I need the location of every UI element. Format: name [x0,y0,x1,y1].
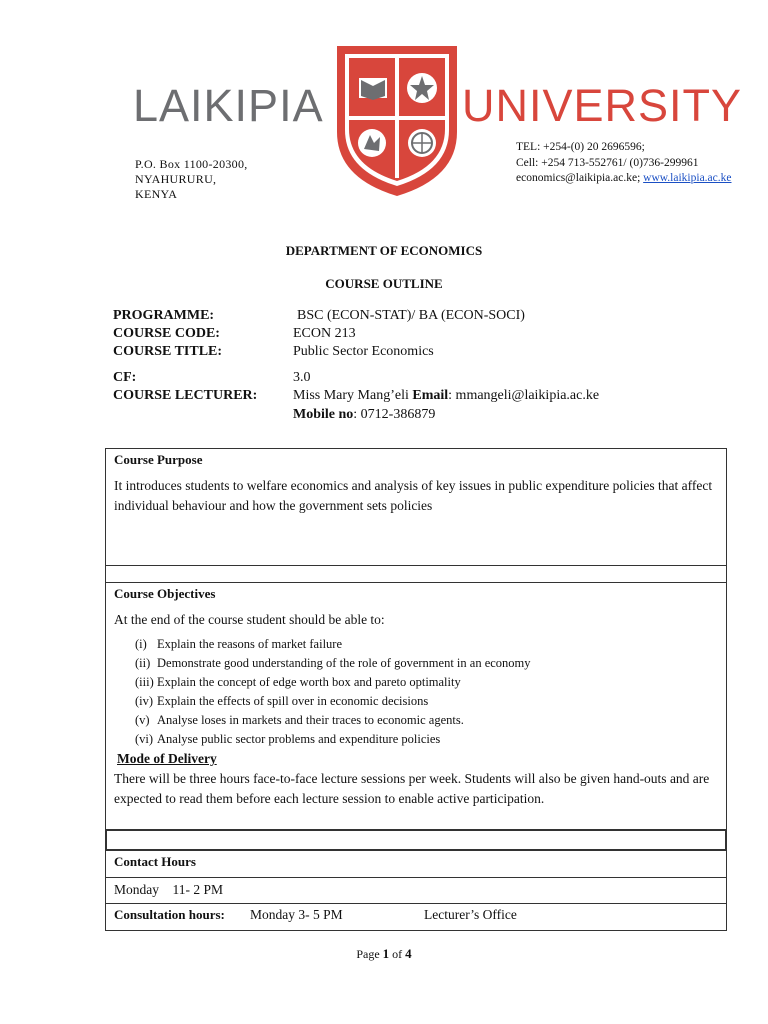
course-title-label: COURSE TITLE: [113,344,223,359]
list-item [135,635,531,654]
list-item [135,711,531,730]
university-crest-icon [333,40,461,198]
consultation-label: Consultation hours: [114,907,225,922]
contact-block [516,140,732,187]
contact-time-row [105,877,727,904]
programme-value: BSC (ECON-STAT)/ BA (ECON-SOCI) [297,308,525,323]
purpose-text: It introduces students to welfare economics and analysis of key issues in public expenditure policies that affect individual behaviour and how the government sets policies [114,478,713,513]
item-text: Explain the effects of spill over in economic decisions [157,694,429,708]
department-heading: DEPARTMENT OF ECONOMICS [285,243,483,258]
contact-hours-row [105,850,727,878]
department-email: economics@laikipia.ac.ke; [516,172,641,184]
address-line: KENYA [135,187,178,201]
mobile-line [293,407,435,423]
page-word: Page [356,947,380,961]
cellphone: Cell: +254 713-552761/ (0)736-299961 [516,156,699,169]
telephone: TEL: +254-(0) 20 2696596; [516,141,645,153]
objectives-box [105,582,727,830]
address-line: NYAHURURU, [135,172,217,186]
delivery-text: There will be three hours face-to-face lecture sessions per week. Students will also be given hand-outs and are expected to read them before each lecture session to enable active participation. [114,771,710,806]
course-code-value: ECON 213 [293,326,356,341]
postal-address [135,157,248,202]
page-total: 4 [405,946,412,961]
lecturer-label: COURSE LECTURER: [113,388,258,403]
of-word: of [392,947,403,961]
list-item [135,654,531,673]
objectives-list [135,635,531,749]
mobile-value: : 0712-386879 [353,407,436,422]
course-title-value: Public Sector Economics [293,344,434,359]
page-current: 1 [382,946,390,961]
email-website-line [516,171,732,187]
consultation-row [105,903,727,931]
programme-label: PROGRAMME: [113,308,215,323]
lecturer-name: Miss Mary Mang’eli [293,388,409,403]
contact-time: Monday 11- 2 PM [114,882,224,897]
list-item [135,730,531,749]
spacer-row [105,565,727,583]
purpose-heading: Course Purpose [114,452,203,467]
brand-right-text: UNIVERSITY [462,80,743,131]
item-number: (v) [135,713,150,727]
address-line: P.O. Box 1100-20300, [135,157,248,171]
course-code-label: COURSE CODE: [113,326,220,341]
list-item [135,692,531,711]
item-number: (iii) [135,675,154,689]
consultation-place: Lecturer’s Office [424,907,517,922]
brand-left-text: LAIKIPIA [133,80,324,131]
item-number: (iv) [135,694,154,708]
list-item [135,673,531,692]
item-text: Analyse loses in markets and their traces to economic agents. [157,713,464,727]
item-text: Demonstrate good understanding of the role of government in an economy [157,656,531,670]
item-number: (ii) [135,656,151,670]
cf-label: CF: [113,370,137,385]
contact-hours-heading: Contact Hours [114,854,196,869]
item-text: Explain the concept of edge worth box and pareto optimality [157,675,461,689]
delivery-heading: Mode of Delivery [117,751,217,766]
item-number: (vi) [135,732,154,746]
mobile-label: Mobile no [293,407,354,422]
page-number [0,946,768,962]
spacer-row [105,829,727,851]
email-label: Email [412,388,449,403]
objectives-intro: At the end of the course student should be able to: [114,612,385,627]
purpose-box [105,448,727,566]
website-link[interactable]: www.laikipia.ac.ke [643,172,732,184]
consultation-time: Monday 3- 5 PM [250,907,343,922]
item-text: Explain the reasons of market failure [157,637,342,651]
item-text: Analyse public sector problems and expenditure policies [157,732,441,746]
lecturer-line [293,388,599,404]
lecturer-email: : mmangeli@laikipia.ac.ke [448,388,600,403]
cf-value: 3.0 [293,370,311,385]
document-title: COURSE OUTLINE [325,276,443,291]
item-number: (i) [135,637,147,651]
objectives-heading: Course Objectives [114,586,216,601]
